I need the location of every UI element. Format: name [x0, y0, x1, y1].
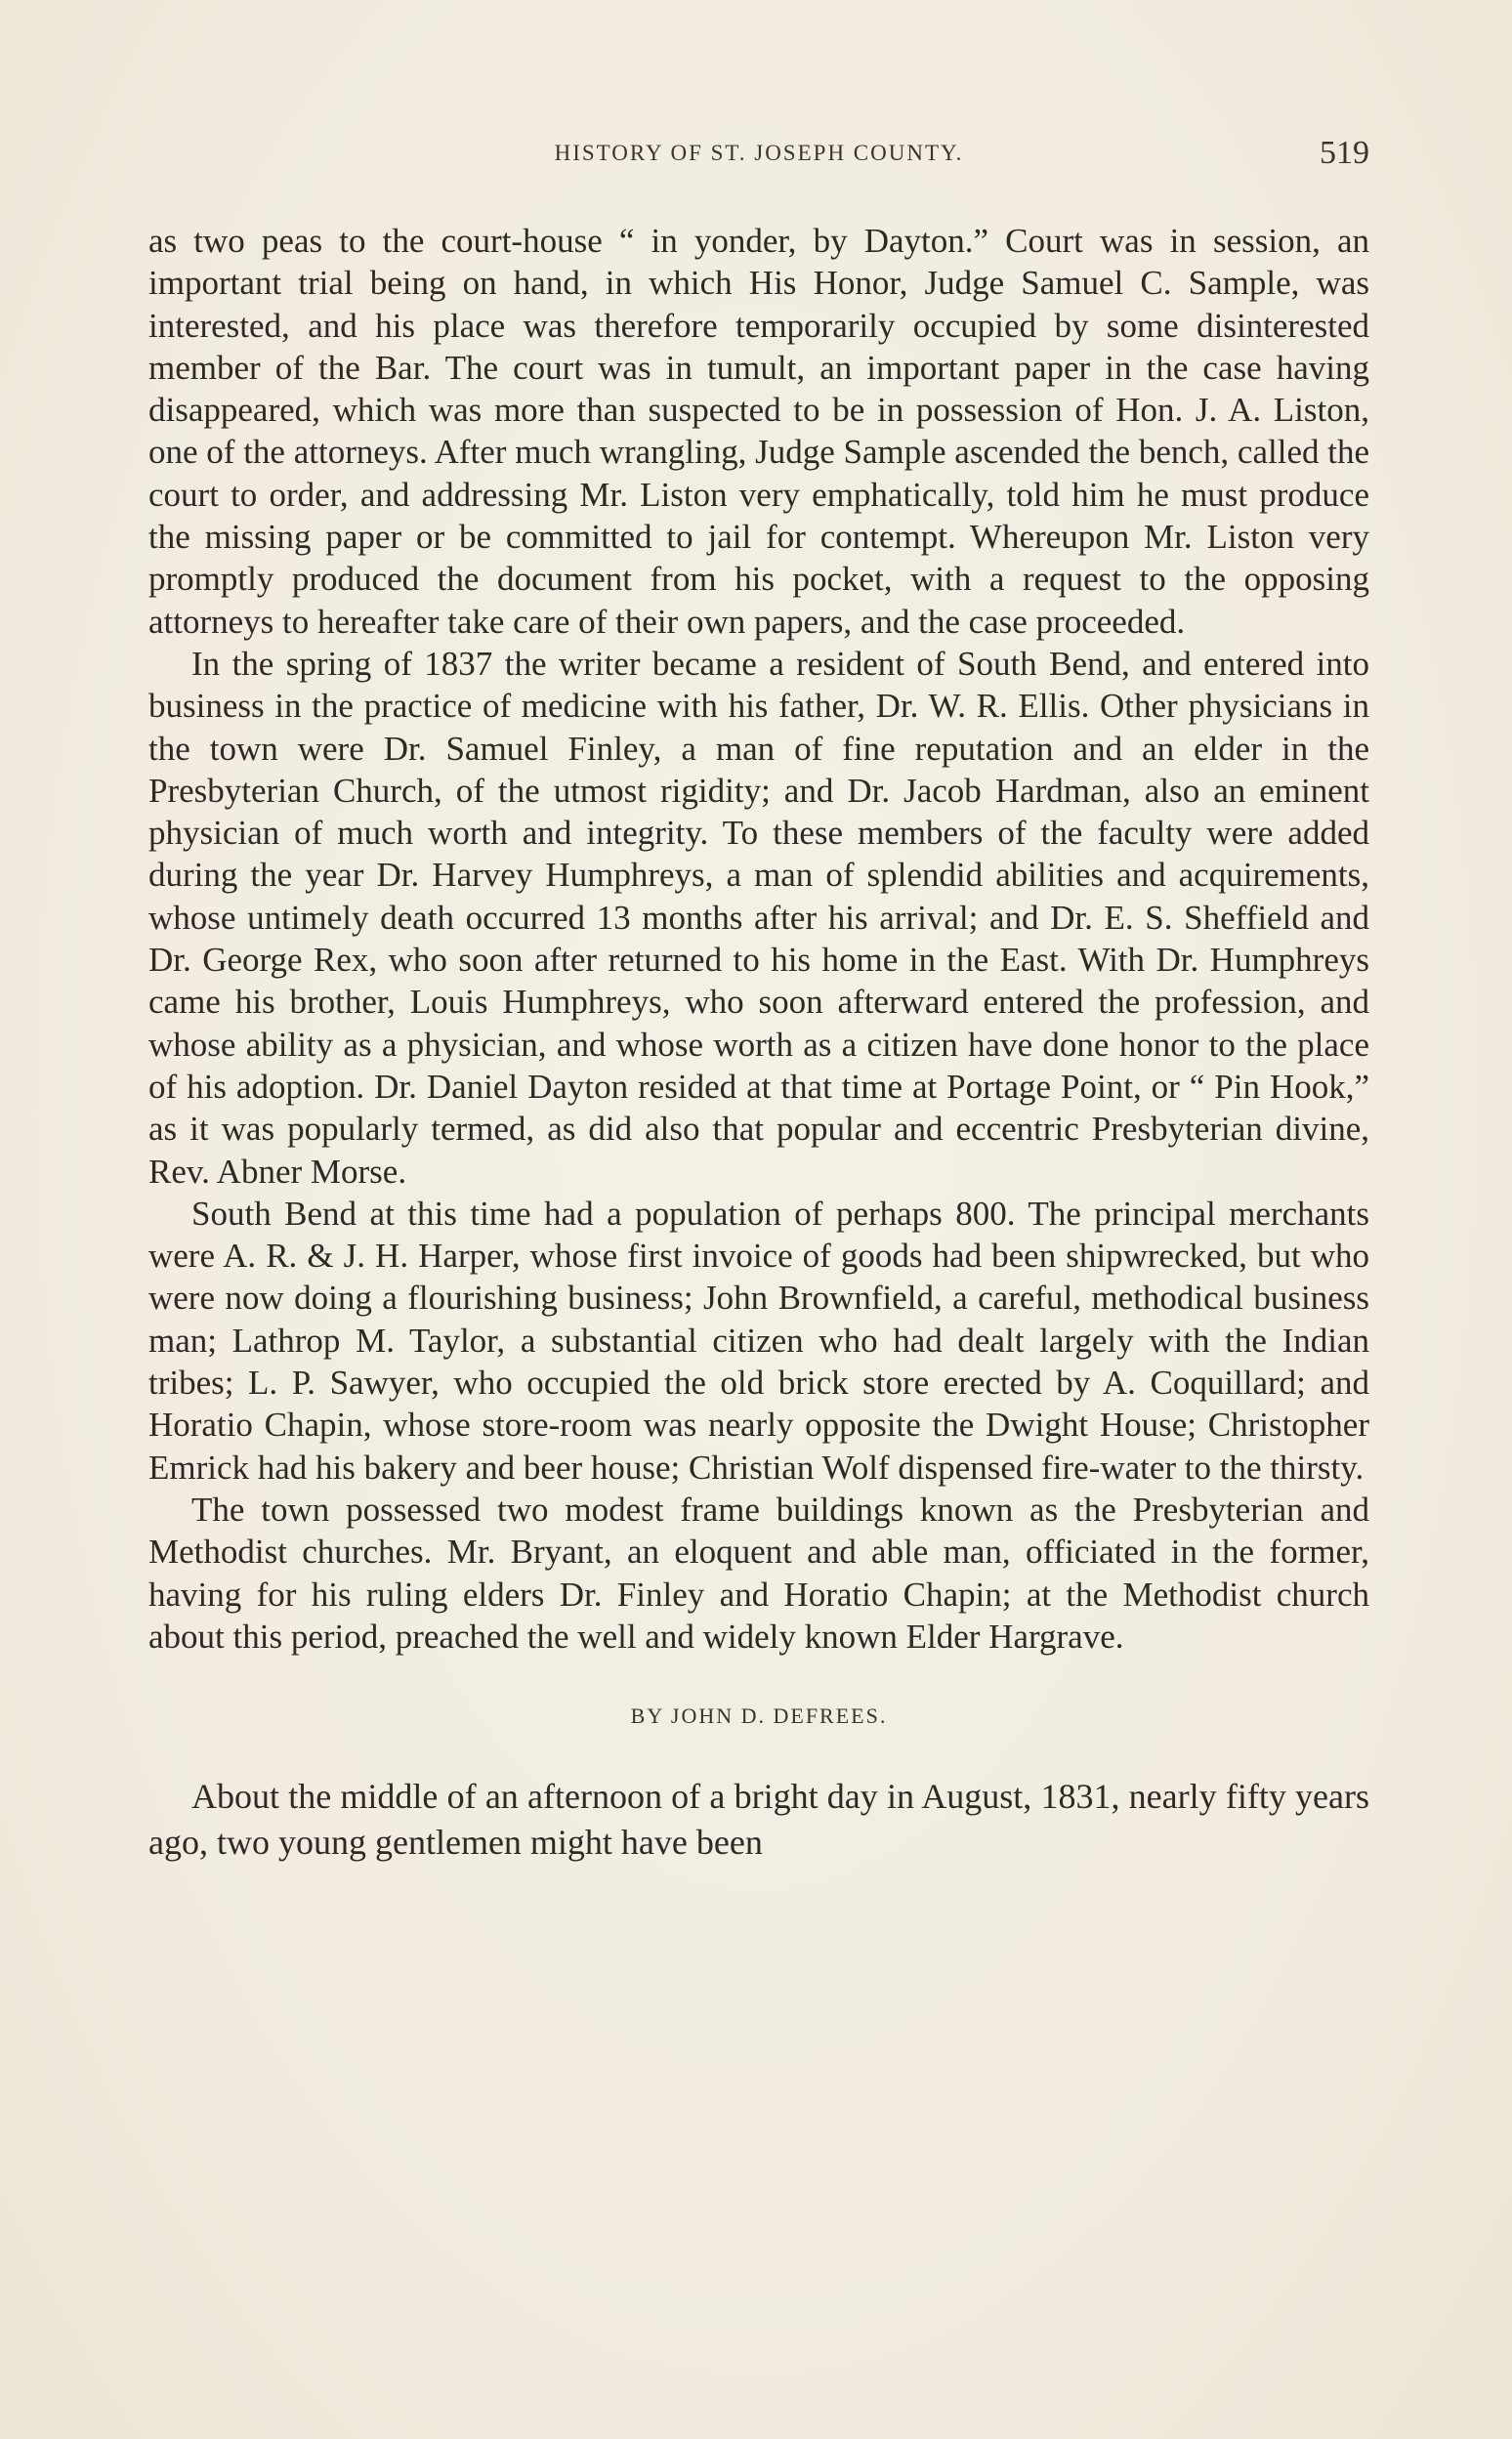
paragraph-court-session: as two peas to the court-house “ in yonder, by Dayton.” Court was in session, an important trial being on hand, in which His Honor, Judge Samuel C. Sample, was interested, and his place was therefore temporarily occupied by some disinterested member of the Bar. The court was in tumult, an important paper in the case having disappeared, which was more than suspected to be in possession of Hon. J. A. Liston, one of the attorneys. After much wrangling, Judge Sample ascended the bench, called the court to order, and addressing Mr. Liston very emphatically, told him he must produce the missing paper or be committed to jail for contempt. Whereupon Mr. Liston very promptly produced the document from his pocket, with a request to the opposing attorneys to hereafter take care of their own papers, and the case proceeded.: [148, 222, 1369, 641]
body-text: [148, 220, 1369, 1866]
paragraph-merchants: South Bend at this time had a population of perhaps 800. The principal merchants were A. R. & J. H. Harper, whose first invoice of goods had been shipwrecked, but who were now doing a flourishing business; John Brownfield, a careful, methodical business man; Lathrop M. Taylor, a substantial citizen who had dealt largely with the Indian tribes; L. P. Sawyer, who occupied the old brick store erected by A. Coquillard; and Horatio Chapin, whose store-room was nearly opposite the Dwight House; Christopher Emrick had his bakery and beer house; Christian Wolf dispensed fire-water to the thirsty.: [148, 1194, 1369, 1487]
paragraph-closing: About the middle of an afternoon of a bright day in August, 1831, nearly fifty years ago, two young gentlemen might have been: [148, 1777, 1369, 1863]
running-title: HISTORY OF ST. JOSEPH COUNTY.: [554, 141, 964, 165]
paragraph-churches: The town possessed two modest frame buildings known as the Presbyterian and Methodist churches. Mr. Bryant, an eloquent and able man, officiated in the former, having for his ruling elders Dr. Finley and Horatio Chapin; at the Methodist church about this period, preached the well and widely known Elder Hargrave.: [148, 1490, 1369, 1656]
paragraph-physicians: In the spring of 1837 the writer became a resident of South Bend, and entered into business in the practice of medicine with his father, Dr. W. R. Ellis. Other physicians in the town were Dr. Samuel Finley, a man of fine reputation and an elder in the Presbyterian Church, of the utmost rigidity; and Dr. Jacob Hardman, also an eminent physician of much worth and integrity. To these members of the faculty were added during the year Dr. Harvey Humphreys, a man of splendid abilities and acquirements, whose untimely death occurred 13 months after his arrival; and Dr. E. S. Sheffield and Dr. George Rex, who soon after returned to his home in the East. With Dr. Humphreys came his brother, Louis Humphreys, who soon afterward entered the profession, and whose ability as a physician, and whose worth as a citizen have done honor to the place of his adoption. Dr. Daniel Dayton resided at that time at Portage Point, or “ Pin Hook,” as it was popularly termed, as did also that popular and eccentric Presbyterian divine, Rev. Abner Morse.: [148, 644, 1369, 1191]
running-header: [148, 135, 1369, 180]
page-number: 519: [1320, 135, 1369, 171]
section-byline: BY JOHN D. DEFREES.: [630, 1703, 888, 1729]
